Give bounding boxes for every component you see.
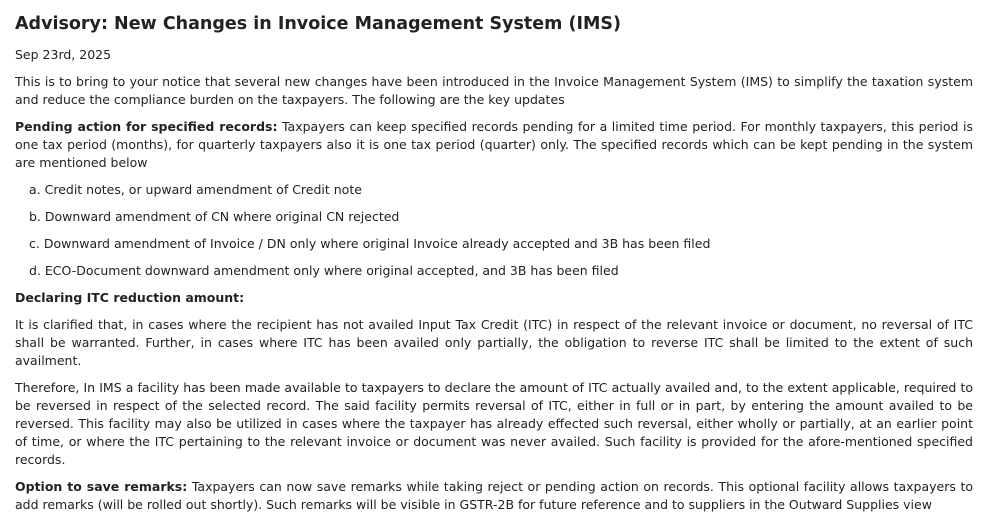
pending-label: Pending action for specified records: (15, 119, 278, 134)
list-item: d. ECO-Document downward amendment only where original accepted, and 3B has been filed (29, 263, 619, 278)
list-item: a. Credit notes, or upward amendment of Credit note (29, 182, 362, 197)
remarks-label: Option to save remarks: (15, 479, 188, 494)
remarks-text: Taxpayers can now save remarks while taking reject or pending action on records. This optional facility allows taxpayers to add remarks (will be rolled out shortly). Such remarks will be visible in GSTR-2B for future reference and to suppliers in the Outward Supplies view (15, 479, 974, 512)
list-item: c. Downward amendment of Invoice / DN only where original Invoice already accepted and 3B has been filed (29, 236, 711, 251)
advisory-date: Sep 23rd, 2025 (15, 47, 112, 62)
intro-paragraph: This is to bring to your notice that several new changes have been introduced in the Invoice Management System (IMS) to simplify the taxation system and reduce the compliance burden on the taxpayers. The following are the key updates (15, 74, 973, 107)
remarks-paragraph (15, 478, 973, 514)
itc-paragraph-1: It is clarified that, in cases where the recipient has not availed Input Tax Credit (ITC) in respect of the relevant invoice or document, no reversal of ITC shall be warranted. Further, in cases where ITC has been availed only partially, the obligation to reverse ITC shall be limited to the extent of such availment. (15, 317, 973, 368)
list-item: b. Downward amendment of CN where original CN rejected (29, 209, 400, 224)
pending-records-list (15, 181, 973, 280)
pending-paragraph (15, 118, 973, 172)
pending-text: Taxpayers can keep specified records pending for a limited time period. For monthly taxpayers, this period is one tax period (months), for quarterly taxpayers also it is one tax period (quarter) only. The specified records which can be kept pending in the system are mentioned below (15, 119, 973, 170)
itc-heading: Declaring ITC reduction amount: (15, 290, 245, 305)
itc-paragraph-2: Therefore, In IMS a facility has been made available to taxpayers to declare the amount of ITC actually availed and, to the extent applicable, required to be reversed in respect of the selected record. The said facility permits reversal of ITC, either in full or in part, by entering the amount availed to be reversed. This facility may also be utilized in cases where the taxpayer has already effected such reversal, either wholly or partially, at an earlier point of time, or where the ITC pertaining to the relevant invoice or document was never availed. Such facility is provided for the afore-mentioned specified records. (15, 380, 973, 467)
advisory-title: Advisory: New Changes in Invoice Management System (IMS) (15, 14, 621, 34)
